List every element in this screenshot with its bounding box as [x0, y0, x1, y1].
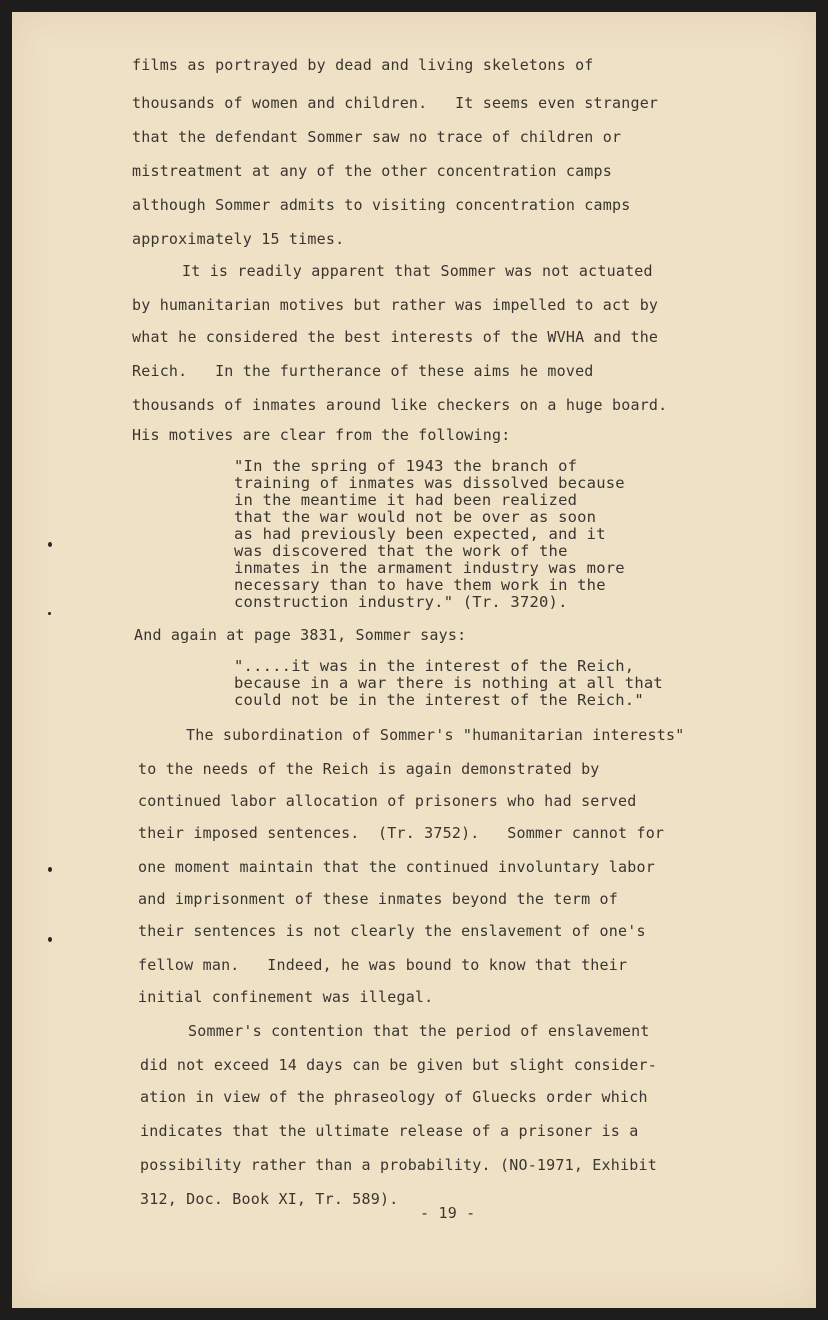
text-line: And again at page 3831, Sommer says:	[134, 626, 467, 644]
text-line: possibility rather than a probability. (NO-1971, Exhibit	[140, 1156, 657, 1174]
text-line: thousands of women and children. It seems even stranger	[132, 94, 659, 112]
text-line: that the defendant Sommer saw no trace of children or	[132, 128, 622, 146]
text-line: their imposed sentences. (Tr. 3752). Sommer cannot for	[138, 824, 665, 842]
quote-line: could not be in the interest of the Reich."	[234, 691, 644, 709]
quote-line: in the meantime it had been realized	[234, 491, 578, 509]
quote-line: "In the spring of 1943 the branch of	[234, 457, 578, 475]
text-line: indicates that the ultimate release of a prisoner is a	[140, 1122, 639, 1140]
text-line: Reich. In the furtherance of these aims he moved	[132, 362, 594, 380]
punch-mark	[48, 867, 52, 872]
text-line: by humanitarian motives but rather was impelled to act by	[132, 296, 659, 314]
text-line: It is readily apparent that Sommer was not actuated	[182, 262, 653, 280]
text-line: 312, Doc. Book XI, Tr. 589).	[140, 1190, 399, 1208]
text-line: His motives are clear from the following:	[132, 426, 511, 444]
text-line: approximately 15 times.	[132, 230, 345, 248]
punch-mark	[48, 612, 51, 615]
text-line: initial confinement was illegal.	[138, 988, 434, 1006]
quote-line: because in a war there is nothing at all that	[234, 674, 663, 692]
quote-line: necessary than to have them work in the	[234, 576, 606, 594]
text-line: ation in view of the phraseology of Gluecks order which	[140, 1088, 648, 1106]
text-line: Sommer's contention that the period of enslavement	[188, 1022, 650, 1040]
document-page	[12, 12, 816, 1308]
text-line: The subordination of Sommer's "humanitarian interests"	[186, 726, 685, 744]
text-line: thousands of inmates around like checkers on a huge board.	[132, 396, 668, 414]
text-line: what he considered the best interests of the WVHA and the	[132, 328, 659, 346]
quote-line: construction industry." (Tr. 3720).	[234, 593, 568, 611]
quote-line: ".....it was in the interest of the Reich,	[234, 657, 635, 675]
text-line: films as portrayed by dead and living skeletons of	[132, 56, 594, 74]
quote-line: training of inmates was dissolved because	[234, 474, 625, 492]
quote-line: as had previously been expected, and it	[234, 525, 606, 543]
text-line: mistreatment at any of the other concentration camps	[132, 162, 612, 180]
quote-line: was discovered that the work of the	[234, 542, 568, 560]
punch-mark	[48, 937, 52, 942]
page-number: - 19 -	[420, 1204, 476, 1222]
text-line: to the needs of the Reich is again demonstrated by	[138, 760, 600, 778]
text-line: fellow man. Indeed, he was bound to know that their	[138, 956, 628, 974]
text-line: and imprisonment of these inmates beyond the term of	[138, 890, 618, 908]
text-line: one moment maintain that the continued involuntary labor	[138, 858, 655, 876]
text-line: their sentences is not clearly the enslavement of one's	[138, 922, 646, 940]
quote-line: that the war would not be over as soon	[234, 508, 597, 526]
quote-line: inmates in the armament industry was more	[234, 559, 625, 577]
text-line: continued labor allocation of prisoners who had served	[138, 792, 637, 810]
punch-mark	[48, 542, 52, 547]
text-line: although Sommer admits to visiting concentration camps	[132, 196, 631, 214]
text-line: did not exceed 14 days can be given but slight consider-	[140, 1056, 657, 1074]
